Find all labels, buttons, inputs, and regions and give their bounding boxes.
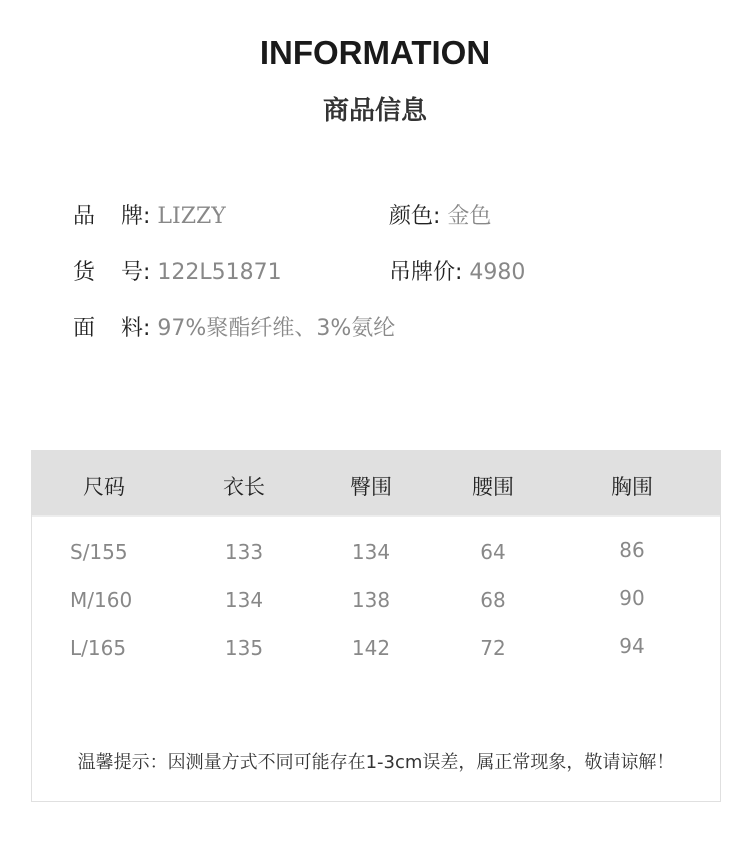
table-row-bust: 94 <box>619 634 645 658</box>
table-row-waist: 64 <box>480 540 506 564</box>
fabric-value: 97%聚酯纤维、3%氨纶 <box>157 316 396 341</box>
color-label: 颜色: <box>389 204 441 229</box>
brand-label: 品 牌: <box>73 204 151 229</box>
header-waist: 腰围 <box>472 475 514 499</box>
table-row-length: 134 <box>224 588 264 612</box>
fabric-label: 面 料: <box>73 316 151 341</box>
table-row-bust: 90 <box>619 586 645 610</box>
table-row-size: S/155 <box>70 540 128 564</box>
table-row-hip: 134 <box>351 540 391 564</box>
color-value: 金色 <box>447 204 492 229</box>
table-row-size: M/160 <box>70 588 133 612</box>
table-row-waist: 68 <box>480 588 506 612</box>
brand-value: LIZZY <box>157 204 226 229</box>
tag-price-label: 吊牌价: <box>389 260 463 285</box>
color-row <box>389 199 491 230</box>
item-no-value: 122L51871 <box>157 260 282 285</box>
page-title-en: INFORMATION <box>259 34 491 71</box>
table-row-size: L/165 <box>70 636 127 660</box>
page-title-cn: 商品信息 <box>322 96 427 126</box>
table-row-bust: 86 <box>619 538 645 562</box>
item-no-label: 货 号: <box>73 260 151 285</box>
brand-row <box>73 199 226 230</box>
header-bust: 胸围 <box>611 475 653 499</box>
table-row-length: 135 <box>224 636 264 660</box>
fabric-row <box>73 311 395 342</box>
table-row-length: 133 <box>224 540 264 564</box>
size-table-header <box>32 451 720 517</box>
header-hip: 臀围 <box>350 475 392 499</box>
tag-price-value: 4980 <box>469 260 526 285</box>
table-row-waist: 72 <box>480 636 506 660</box>
header-size: 尺码 <box>83 475 125 499</box>
item-no-row <box>73 255 282 286</box>
size-table <box>31 450 721 802</box>
table-row-hip: 142 <box>351 636 391 660</box>
measurement-note: 温馨提示：因测量方式不同可能存在1-3cm误差，属正常现象，敬请谅解！ <box>77 752 675 773</box>
tag-price-row <box>389 255 525 286</box>
header-length: 衣长 <box>223 475 265 499</box>
table-row-hip: 138 <box>351 588 391 612</box>
